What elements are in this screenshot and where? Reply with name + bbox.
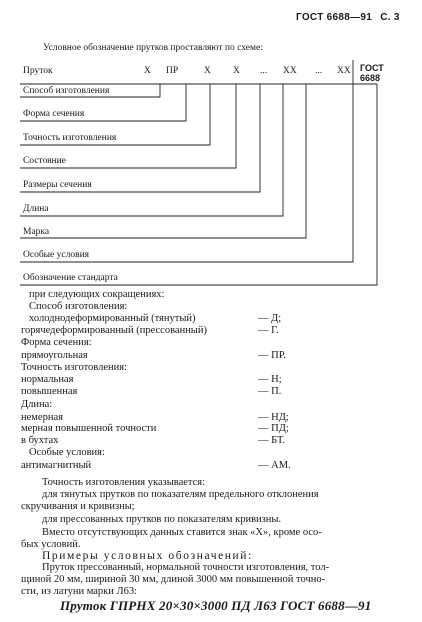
abbrev-code: — ПР.	[258, 350, 286, 362]
abbrev-code: — Д;	[258, 312, 282, 324]
precision-title: Точность изготовления указывается:	[42, 477, 206, 489]
abbrev-code: — АМ.	[258, 460, 291, 471]
example-designation: Пруток ГПРНХ 20×30×3000 ПД Л63 ГОСТ 6688—91	[60, 598, 372, 613]
standard-number: ГОСТ 6688—91	[296, 12, 373, 23]
abbrev-label: повышенная	[21, 385, 78, 397]
abbrev-group-title: Особые условия:	[29, 447, 105, 459]
leader-line-length	[20, 84, 283, 216]
scheme-row-label: Обозначение стандарта	[23, 273, 118, 283]
abbrev-label: нормальная	[21, 374, 74, 385]
abbrev-label: в бухтах	[21, 435, 59, 447]
gost-box-line: ГОСТ	[360, 63, 384, 73]
precision-line: скручивания и кривизны;	[21, 500, 135, 512]
abbrev-label: горячедеформированный (прессованный)	[21, 324, 207, 336]
abbrev-label: холоднодеформированный (тянутый)	[29, 312, 196, 324]
examples-title: Примеры условных обозначений:	[42, 550, 253, 563]
scheme-cell: ХХ	[283, 66, 297, 76]
missing-note-line: бых условий.	[21, 539, 81, 551]
gost-box	[360, 63, 384, 83]
abbrev-code: — Г.	[258, 324, 279, 336]
scheme-row-label: Длина	[23, 204, 49, 214]
abbrev-code: — БТ.	[258, 435, 286, 447]
abbrev-label: прямоугольная	[21, 350, 88, 362]
scheme-cell: ...	[260, 66, 268, 76]
abbrev-label: немерная	[21, 411, 63, 423]
gost-box-line: 6688	[360, 73, 381, 83]
abbrev-group-title: Способ изготовления:	[29, 300, 128, 312]
abbrev-code: — ПД;	[258, 423, 289, 435]
abbrev-code: — НД;	[258, 411, 289, 423]
abbrev-label: мерная повышенной точности	[21, 423, 157, 435]
scheme-cell: ХХ	[337, 66, 351, 76]
example-line: щиной 20 мм, шириной 30 мм, длиной 3000 мм повышенной точно-	[21, 574, 326, 586]
scheme-row-label: Форма сечения	[23, 109, 85, 119]
scheme-row-label: Точность изготовления	[23, 133, 117, 143]
scheme-cell: ПР	[166, 66, 179, 76]
scheme-row-label: Состояние	[23, 156, 66, 166]
scheme-intro: Условное обозначение прутков проставляют по схеме:	[43, 43, 263, 53]
scheme-row-label: Марка	[23, 227, 50, 237]
scheme-row-label: Особые условия	[23, 250, 90, 260]
abbrev-label: антимагнитный	[21, 460, 92, 471]
abbrev-group-title: Форма сечения:	[21, 336, 92, 348]
page-number: С. 3	[380, 12, 400, 23]
scheme-row-label: Способ изготовления	[23, 86, 110, 96]
abbrev-code: — П.	[258, 385, 282, 397]
scheme-cell: Х	[233, 66, 240, 76]
precision-line: для прессованных прутков по показателям кривизны.	[42, 513, 282, 525]
scheme-cell: Х	[204, 66, 211, 76]
example-line: сти, из латуни марки Л63:	[21, 586, 138, 598]
scheme-row-label: Размеры сечения	[23, 180, 92, 190]
abbrev-group-title: Точность изготовления:	[21, 362, 128, 374]
missing-note-line: Вместо отсутствующих данных ставится знак «Х», кроме осо-	[42, 527, 322, 539]
abbrev-group-title: Длина:	[21, 398, 53, 410]
abbrev-intro: при следующих сокращениях:	[29, 288, 165, 300]
example-line: Пруток прессованный, нормальной точности изготовления, тол-	[42, 562, 330, 574]
scheme-cell: Х	[144, 66, 151, 76]
precision-line: для тянутых прутков по показателям предельного отклонения	[42, 489, 319, 500]
scheme-cell: ...	[315, 66, 323, 76]
abbrev-code: — Н;	[258, 374, 282, 385]
scheme-head-word: Пруток	[23, 66, 53, 76]
